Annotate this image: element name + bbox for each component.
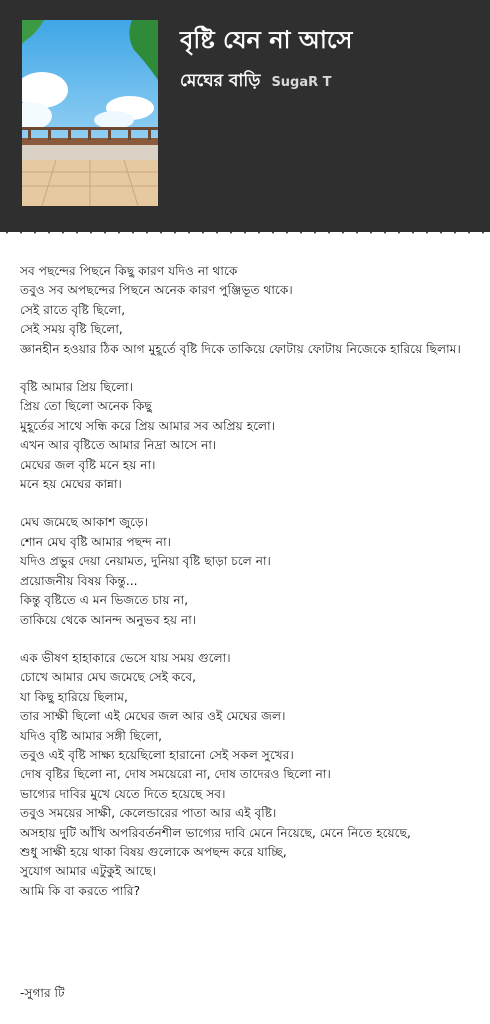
- poem-line: মনে হয় মেঘের কান্না।: [20, 477, 122, 492]
- poem-line: আমি কি বা করতে পারি?: [20, 883, 141, 898]
- poem-line: ভাগ্যের দাবির মুখে যেতে দিতে হয়েছে সব।: [20, 786, 226, 801]
- zigzag-divider: [0, 222, 490, 240]
- poem-line: যা কিছু হারিয়ে ছিলাম,: [20, 689, 128, 704]
- poem-line: দোষ বৃষ্টির ছিলো না, দোষ সময়েরো না, দোষ তাদেরও ছিলো না।: [20, 767, 331, 782]
- header: [0, 0, 490, 232]
- poem-line: চোখে আমার মেঘ জমেছে সেই কবে,: [20, 670, 197, 685]
- poem-line: মেঘ জমেছে আকাশ জুড়ে।: [20, 515, 149, 530]
- poem-line: তার সাক্ষী ছিলো এই মেঘের জল আর ওই মেঘের জল।: [20, 709, 286, 724]
- poem-line: তবুও সময়ের সাক্ষী, কেলেন্ডারের পাতা আর এই বৃষ্টি।: [20, 806, 277, 821]
- poem-line: অসহায় দুটি আঁখি অপরিবর্তনশীল ভাগ্যের দাবি মেনে নিয়েছে, মেনে নিতে হয়েছে,: [20, 825, 411, 840]
- book-info: [180, 68, 332, 96]
- poem-line: প্রিয় তো ছিলো অনেক কিছু: [20, 399, 152, 414]
- poem-line: এক ভীষণ হাহাকারে ভেসে যায় সময় গুলো।: [20, 650, 231, 665]
- poem-line: প্রয়োজনীয় বিষয় কিন্তু...: [20, 573, 138, 588]
- poem-line: তাকিয়ে থেকে আনন্দ অনুভব হয় না।: [20, 612, 197, 627]
- poem-line: সেই রাতে বৃষ্টি ছিলো,: [20, 302, 126, 317]
- poem-line: যদিও বৃষ্টি আমার সঙ্গী ছিলো,: [20, 728, 163, 743]
- poem-line: তবুও সব অপছন্দের পিছনে অনেক কারণ পুঞ্জিভূত থাকে।: [20, 283, 293, 298]
- book-name[interactable]: মেঘের বাড়ি: [180, 71, 261, 91]
- stanza: [20, 513, 482, 629]
- stanza: [20, 378, 482, 494]
- poem-line: জ্ঞানহীন হওয়ার ঠিক আগ মুহূর্তে বৃষ্টি দিকে তাকিয়ে ফোটায় ফোটায় নিজেকে হারিয়ে ছিলাম।: [20, 341, 461, 356]
- poem-line: সব পছন্দের পিছনে কিছু কারণ যদিও না থাকে: [20, 264, 238, 278]
- poem-line: যদিও প্রভুর দেয়া নেয়ামত, দুনিয়া বৃষ্টি ছাড়া চলে না।: [20, 554, 271, 569]
- story-title: বৃষ্টি যেন না আসে: [180, 26, 353, 54]
- poem-line: শুধু সাক্ষী হয়ে থাকা বিষয় গুলোকে অপছন্দ করে যাচ্ছি,: [20, 844, 287, 859]
- poem-signature: -সুগার টি: [20, 986, 65, 1000]
- poem-line: তবুও এই বৃষ্টি সাক্ষ্য হয়েছিলো হারানো সেই সকল সুখের।: [20, 747, 294, 762]
- poem-line: মেঘের জল বৃষ্টি মনে হয় না।: [20, 457, 156, 472]
- poem-body: [20, 262, 482, 920]
- poem-line: কিন্তু বৃষ্টিতে এ মন ভিজতে চায় না,: [20, 593, 189, 608]
- poem-line: মুহূর্তের সাথে সন্ধি করে প্রিয় আমার সব অপ্রিয় হলো।: [20, 418, 276, 433]
- poem-line: এখন আর বৃষ্টিতে আমার নিদ্রা আসে না।: [20, 438, 217, 453]
- poem-line: বৃষ্টি আমার প্রিয় ছিলো।: [20, 380, 133, 395]
- stanza: [20, 262, 482, 359]
- poem-line: শোন মেঘ বৃষ্টি আমার পছন্দ না।: [20, 534, 171, 549]
- book-cover-image[interactable]: [22, 20, 158, 206]
- stanza: [20, 649, 482, 901]
- poem-line: সেই সময় বৃষ্টি ছিলো,: [20, 322, 123, 337]
- poem-line: সুযোগ আমার এটুকুই আছে।: [20, 864, 156, 879]
- author-name[interactable]: SugaR T: [271, 75, 332, 90]
